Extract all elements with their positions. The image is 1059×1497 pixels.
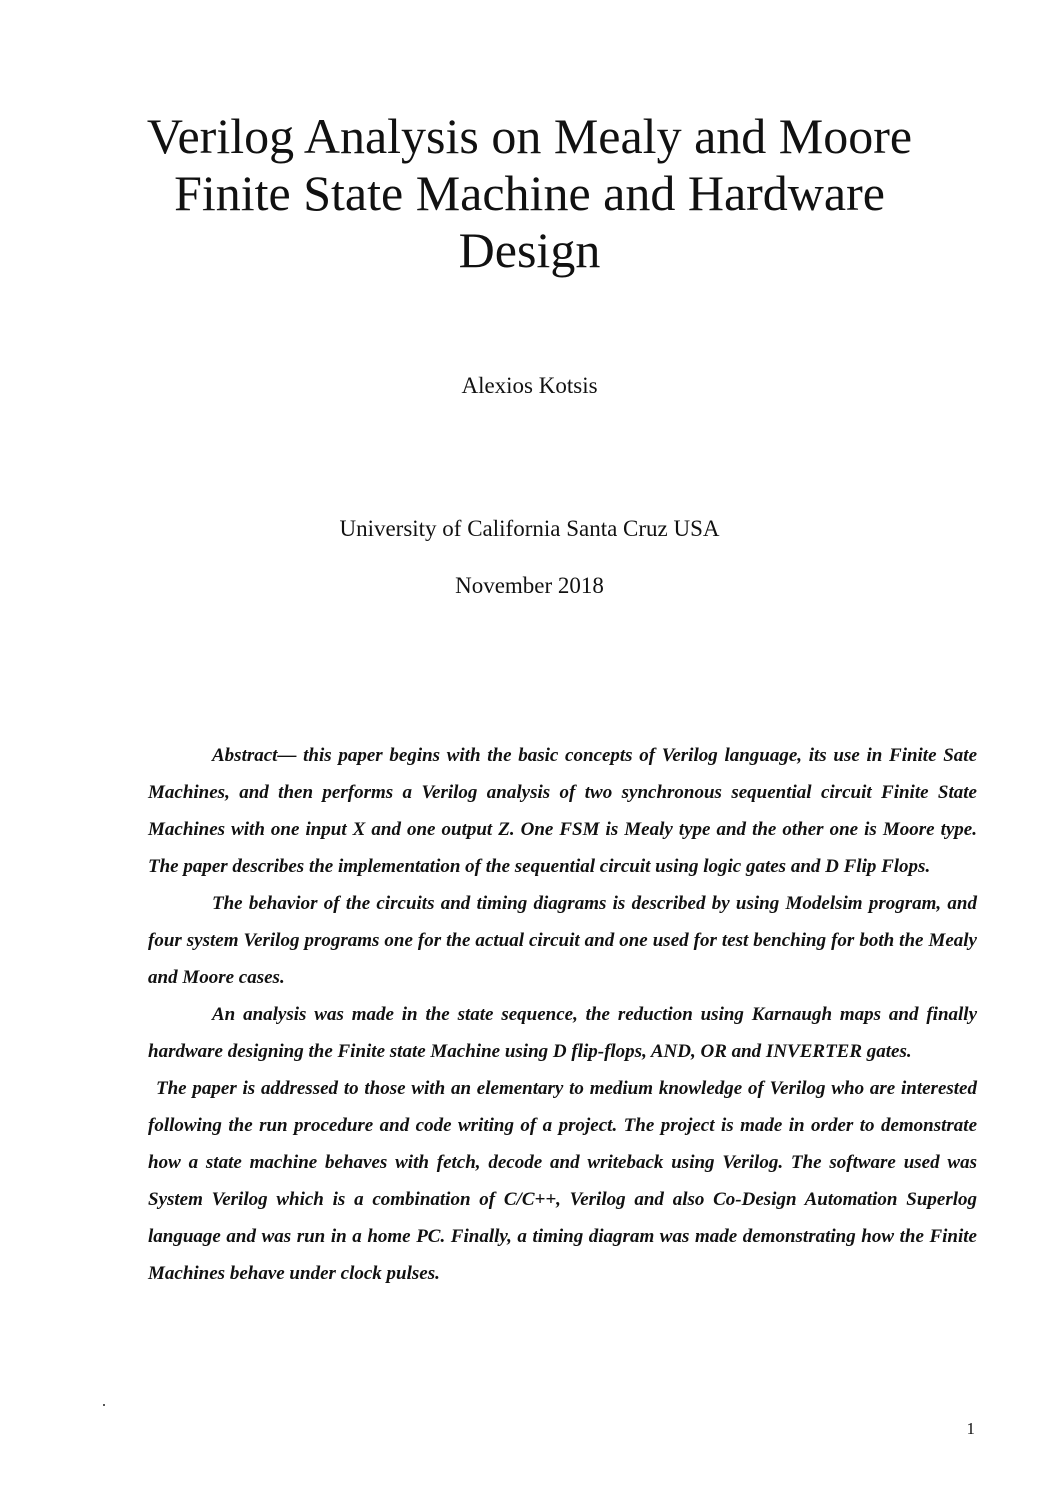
paper-title: Verilog Analysis on Mealy and Moore Finite State Machine and Hardware Design bbox=[146, 108, 913, 278]
stray-mark bbox=[103, 1404, 105, 1406]
abstract-label: Abstract— bbox=[212, 745, 297, 766]
abstract-paragraph-2: The behavior of the circuits and timing diagrams is described by using Modelsim program, and four system Verilog programs one for the actual circuit and one used for test benching for both the Mealy and Moore cases. bbox=[148, 893, 977, 988]
affiliation: University of California Santa Cruz USA bbox=[339, 516, 720, 541]
publication-date: November 2018 bbox=[455, 573, 604, 598]
author-name: Alexios Kotsis bbox=[461, 373, 598, 398]
abstract-paragraph-4: The paper is addressed to those with an elementary to medium knowledge of Verilog who are interested following the run procedure and code writing of a project. The project is made in order to demonstrate how a state machine behaves with fetch, decode and writeback using Verilog. The software used was System Verilog which is a combination of C/C++, Verilog and also Co-Design Automation Superlog language and was run in a home PC. Finally, a timing diagram was made demonstrating how the Finite Machines behave under clock pulses. bbox=[148, 1078, 977, 1284]
abstract-paragraph-1 bbox=[148, 737, 977, 885]
abstract bbox=[148, 737, 977, 1292]
page-number: 1 bbox=[966, 1419, 975, 1438]
abstract-paragraph-1-text: this paper begins with the basic concepts of Verilog language, its use in Finite Sate Machines, and then performs a Verilog analysis of two synchronous sequential circuit Finite State Machines with one input X and one output Z. One FSM is Mealy type and the other one is Moore type. The paper describes the implementation of the sequential circuit using logic gates and D Flip Flops. bbox=[148, 745, 977, 877]
abstract-paragraph-3: An analysis was made in the state sequence, the reduction using Karnaugh maps and finally hardware designing the Finite state Machine using D flip-flops, AND, OR and INVERTER gates. bbox=[148, 1004, 977, 1062]
